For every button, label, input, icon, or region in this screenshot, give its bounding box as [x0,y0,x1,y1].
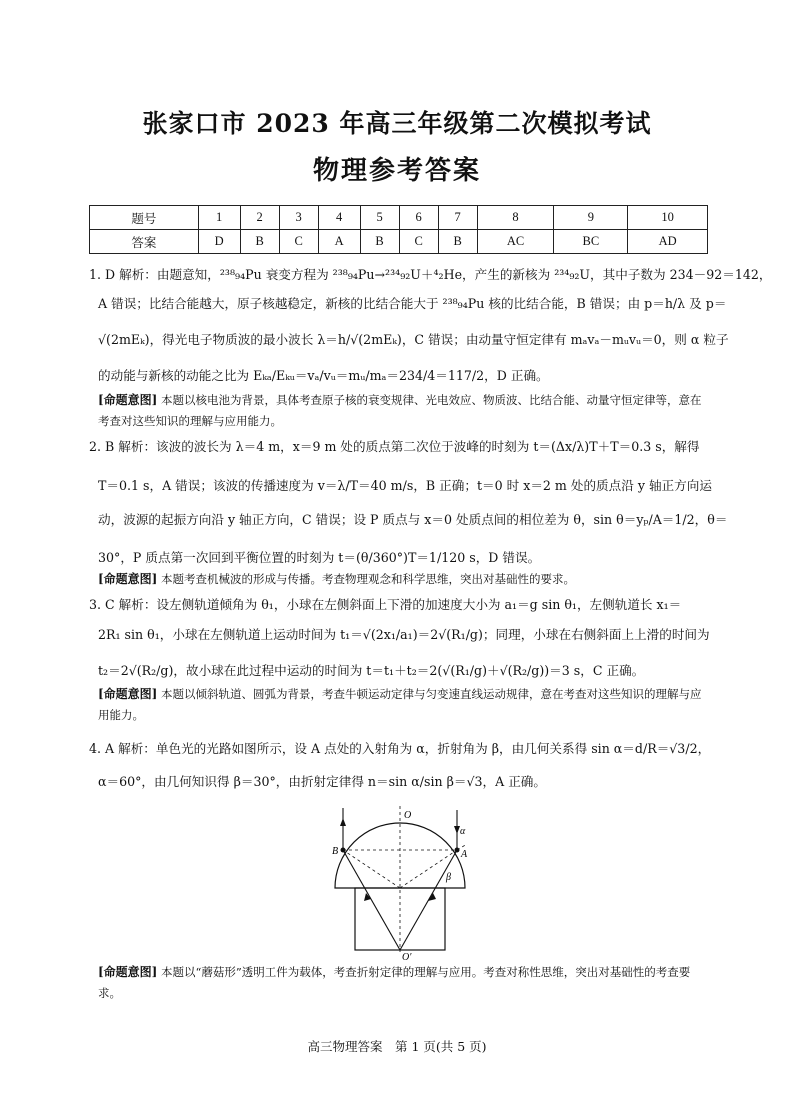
exam-subtitle: 物理参考答案 [312,156,481,186]
answer-cell: C [399,230,438,254]
label-O-prime: O′ [402,952,412,960]
answer-cell: B [240,230,279,254]
answer-cell: AC [477,230,554,254]
question-number-cell: 7 [438,206,477,230]
q2-line-2: T＝0.1 s，A 错误；该波的传播速度为 v＝λ/T＝40 m/s，B 正确；t＝0 时 x＝2 m 处的质点沿 y 轴正方向运 [98,478,712,493]
answer-cell: AD [628,230,708,254]
question-number-cell: 4 [318,206,360,230]
q1-line-2: A 错误；比结合能越大，原子核越稳定，新核的比结合能大于 ²³⁸₉₄Pu 核的比结合能，B 错误；由 p＝h/λ 及 p＝ [98,296,727,311]
question-number-cell: 1 [198,206,240,230]
mushroom-lens-diagram [330,800,470,960]
q4-intent [98,962,710,1004]
q2-intent-tag: [命题意图] [98,572,158,586]
q3-line-1: 3. C 解析：设左侧轨道倾角为 θ₁，小球在左侧斜面上下滑的加速度大小为 a₁＝g sin θ₁，左侧轨道长 x₁＝ [89,597,682,612]
q2-intent-text: 本题考查机械波的形成与传播。考查物理观念和科学思维，突出对基础性的要求。 [161,572,576,586]
normal-B [343,850,400,888]
point-B [341,848,346,853]
answer-table [89,205,708,254]
q3-line-2: 2R₁ sin θ₁，小球在左侧轨道上运动时间为 t₁＝√(2x₁/a₁)＝2√(R₁/g)；同理，小球在右侧斜面上上滑的时间为 [98,627,710,642]
answer-cell: B [438,230,477,254]
q1-line-3: √(2mEₖ)，得光电子物质波的最小波长 λ＝h/√(2mEₖ)，C 错误；由动量守恒定律有 mₐvₐ－mᵤvᵤ＝0，则 α 粒子 [98,332,729,347]
label-O: O [404,810,412,821]
q3-intent-text: 本题以倾斜轨道、圆弧为背景，考查牛顿运动定律与匀变速直线运动规律，意在考查对这些知识的理解与应用能力。 [98,687,702,722]
q4-line-1: 4. A 解析：单色光的光路如图所示，设 A 点处的入射角为 α，折射角为 β，由几何关系得 sin α＝d/R＝√3/2， [89,741,711,756]
question-number-cell: 10 [628,206,708,230]
answer-table-header-row [90,206,708,230]
q1-line-1: 1. D 解析：由题意知，²³⁸₉₄Pu 衰变方程为 ²³⁸₉₄Pu→²³⁴₉₂U＋⁴₂He，产生的新核为 ²³⁴₉₂U，其中子数为 234－92＝142， [89,267,772,282]
answer-table-answer-row [90,230,708,254]
q1-line-4: 的动能与新核的动能之比为 Eₖₐ/Eₖᵤ＝vₐ/vᵤ＝mᵤ/mₐ＝234/4＝117/2，D 正确。 [98,368,549,383]
header-label-cell: 题号 [90,206,199,230]
q2-line-1: 2. B 解析：该波的波长为 λ＝4 m，x＝9 m 处的质点第二次位于波峰的时刻为 t＝(Δx/λ)T＋T＝0.3 s，解得 [89,439,700,454]
question-number-cell: 6 [399,206,438,230]
answer-cell: B [360,230,399,254]
reflected-ray-up [343,850,400,950]
refracted-ray-down [400,850,457,950]
q3-intent [98,684,710,726]
q4-line-2: α＝60°，由几何知识得 β＝30°，由折射定律得 n＝sin α/sin β＝√3，A 正确。 [98,774,546,789]
answer-cell: BC [554,230,628,254]
question-number-cell: 9 [554,206,628,230]
label-alpha: α [460,826,466,837]
q2-line-4: 30°，P 质点第一次回到平衡位置的时刻为 t＝(θ/360°)T＝1/120 s，D 错误。 [98,550,541,565]
q4-intent-tag: [命题意图] [98,965,158,979]
exam-title: 张家口市 2023 年高三年级第二次模拟考试 [142,109,652,138]
question-number-cell: 5 [360,206,399,230]
exit-arrow [340,818,346,826]
q1-intent-text: 本题以核电池为背景，具体考查原子核的衰变规律、光电效应、物质波、比结合能、动量守恒定律等，意在考查对这些知识的理解与应用能力。 [98,393,702,428]
q3-line-3: t₂＝2√(R₂/g)，故小球在此过程中运动的时间为 t＝t₁＋t₂＝2(√(R₁/g)＋√(R₂/g))＝3 s，C 正确。 [98,663,645,678]
question-number-cell: 3 [279,206,318,230]
answer-label-cell: 答案 [90,230,199,254]
label-B: B [332,846,339,857]
q2-intent [98,569,710,590]
q1-intent [98,390,710,432]
q2-line-3: 动，波源的起振方向沿 y 轴正方向，C 错误；设 P 质点与 x＝0 处质点间的相位差为 θ，sin θ＝yₚ/A＝1/2，θ＝ [98,512,728,527]
answer-cell: C [279,230,318,254]
question-number-cell: 8 [477,206,554,230]
q3-intent-tag: [命题意图] [98,687,158,701]
point-A [455,848,460,853]
label-A: A [461,849,468,860]
q1-intent-tag: [命题意图] [98,393,158,407]
page-footer: 高三物理答案 第 1 页(共 5 页) [307,1039,487,1054]
answer-cell: D [198,230,240,254]
q4-intent-text: 本题以“蘑菇形”透明工件为载体，考查折射定律的理解与应用。考查对称性思维，突出对基础性的考查要求。 [98,965,691,1000]
label-beta: β [446,872,451,883]
answer-cell: A [318,230,360,254]
question-number-cell: 2 [240,206,279,230]
